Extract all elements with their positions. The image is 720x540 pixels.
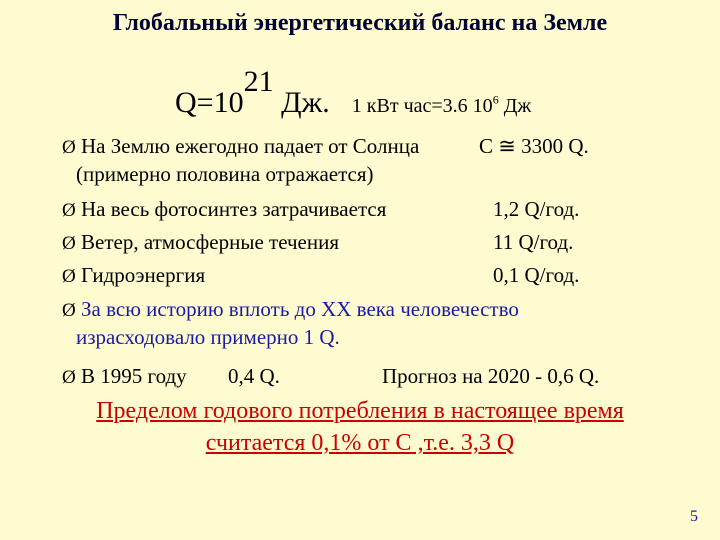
year-1995-text: В 1995 году — [81, 364, 187, 388]
history-continuation: израсходовало примерно 1 Q. — [76, 325, 340, 349]
arrow-bullet-icon: Ø — [62, 137, 76, 158]
kwh-unit: Дж — [498, 95, 532, 117]
kwh-exponent: 6 — [492, 92, 499, 107]
arrow-bullet-icon: Ø — [62, 233, 76, 254]
arrow-bullet-icon: Ø — [62, 367, 76, 388]
arrow-bullet-icon: Ø — [62, 266, 76, 287]
q-unit: Дж. — [273, 86, 330, 119]
bullet-hydro — [62, 263, 205, 289]
bullet-wind — [62, 230, 339, 256]
q-base: Q=10 — [175, 86, 244, 119]
year-1995-value: 0,4 Q. — [228, 364, 280, 388]
forecast-2020: Прогноз на 2020 - 0,6 Q. — [382, 364, 600, 388]
q-definition — [175, 65, 532, 120]
sun-text: На Землю ежегодно падает от Солнца — [81, 134, 420, 158]
conclusion-line-2: считается 0,1% от C ,т.е. 3,3 Q — [205, 430, 515, 456]
wind-value: 11 Q/год. — [493, 230, 574, 254]
bullet-history — [62, 297, 519, 323]
kwh-base: 1 кВт час=3.6 10 — [351, 95, 493, 117]
bullet-sun — [62, 134, 419, 160]
sun-continuation: (примерно половина отражается) — [76, 162, 374, 186]
photosynthesis-value: 1,2 Q/год. — [493, 197, 580, 221]
history-text: За всю историю вплоть до XX века человечество — [81, 297, 519, 321]
arrow-bullet-icon: Ø — [62, 200, 76, 221]
bullet-photosynthesis — [62, 197, 386, 223]
hydro-text: Гидроэнергия — [81, 263, 206, 287]
wind-text: Ветер, атмосферные течения — [81, 230, 340, 254]
conclusion-line-1: Пределом годового потребления в настоящее время — [96, 398, 624, 424]
sun-value: C ≅ 3300 Q. — [479, 134, 589, 158]
page-number: 5 — [690, 508, 698, 525]
arrow-bullet-icon: Ø — [62, 300, 76, 321]
hydro-value: 0,1 Q/год. — [493, 263, 580, 287]
q-exponent: 21 — [243, 65, 274, 98]
slide-title: Глобальный энергетический баланс на Земле — [112, 10, 608, 36]
photosynthesis-text: На весь фотосинтез затрачивается — [81, 197, 387, 221]
bullet-1995 — [62, 364, 187, 390]
kwh-conversion — [351, 92, 532, 117]
